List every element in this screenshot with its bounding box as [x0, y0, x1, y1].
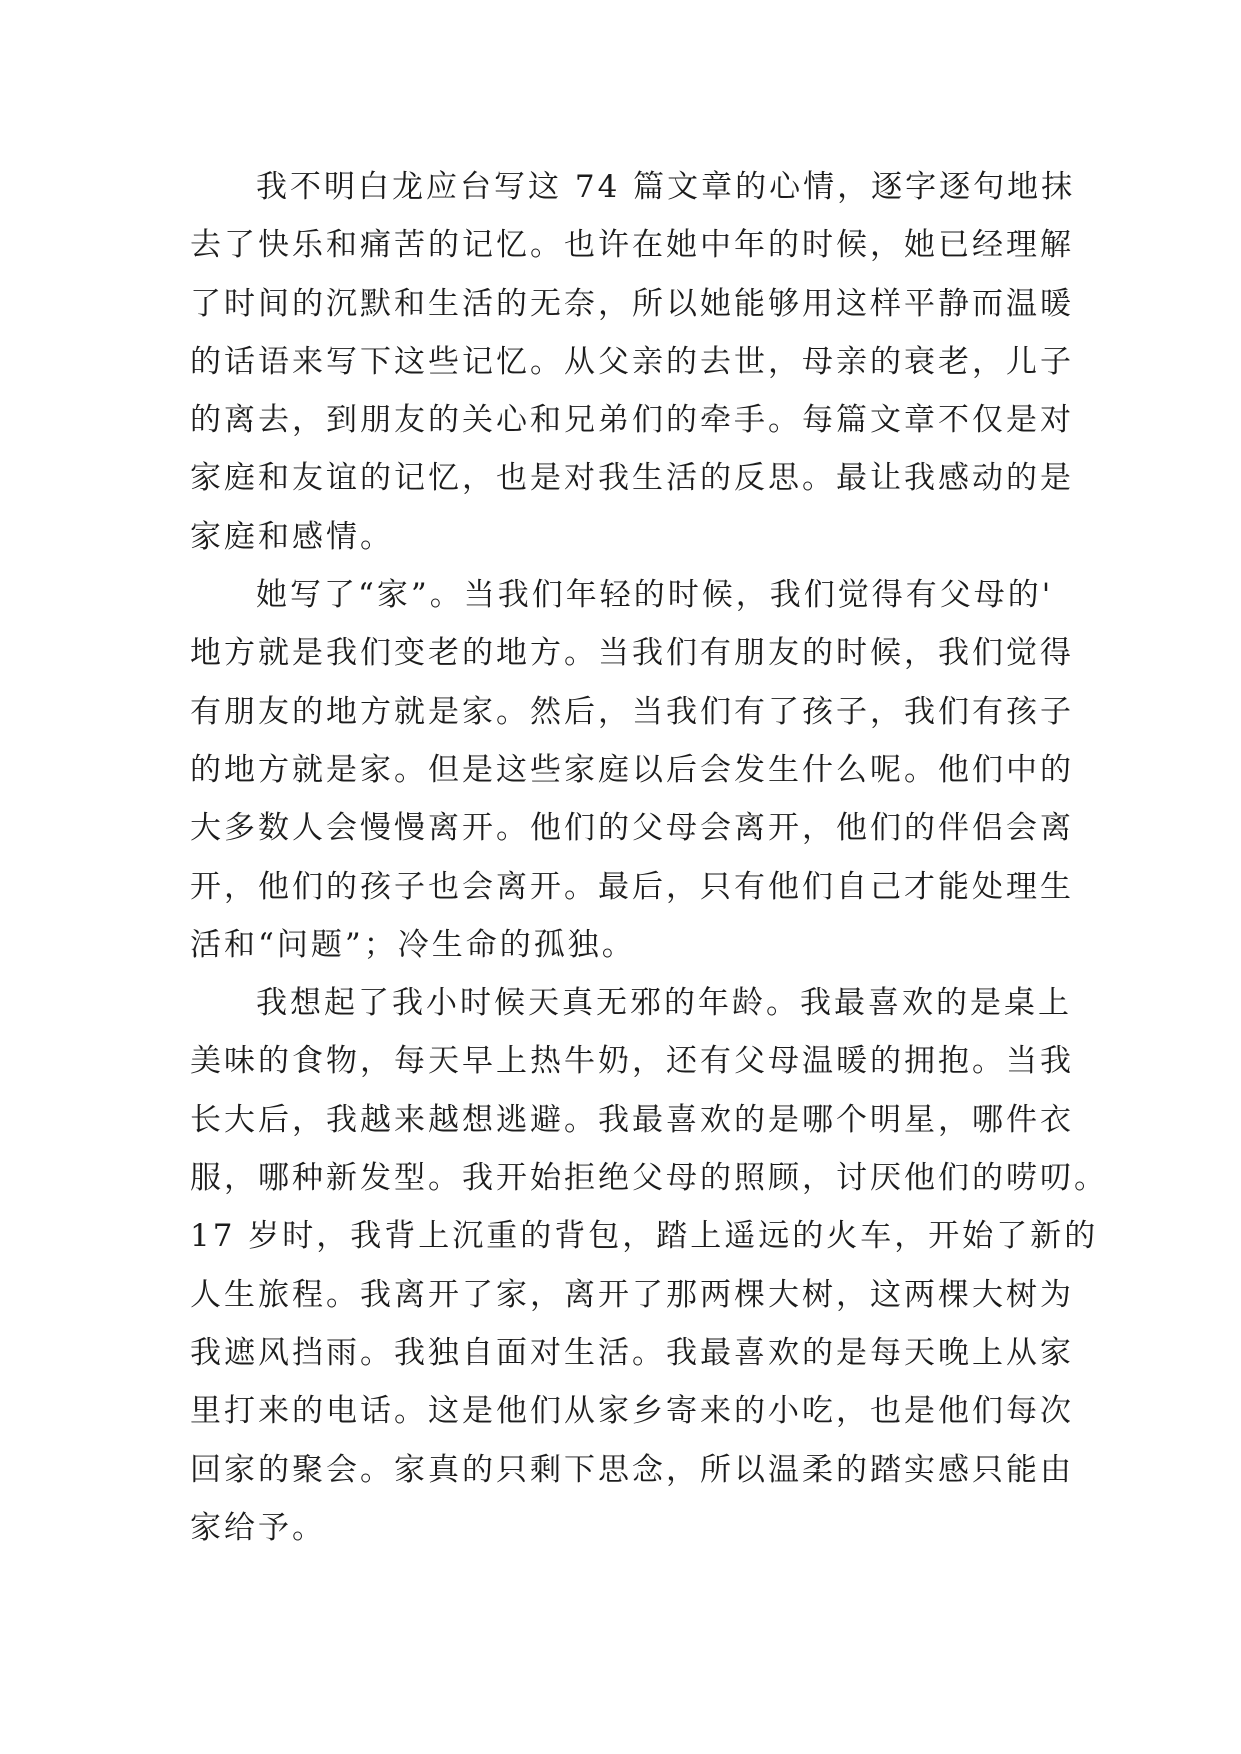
text-line: 她写了“家”。当我们年轻的时候，我们觉得有父母的' — [256, 577, 1054, 614]
text-line: 的话语来写下这些记忆。从父亲的去世，母亲的衰老，儿子 — [190, 343, 1074, 380]
body-text — [190, 158, 1108, 1557]
text-line: 17 岁时，我背上沉重的背包，踏上遥远的火车，开始了新的 — [190, 1218, 1099, 1255]
text-line: 去了快乐和痛苦的记忆。也许在她中年的时候，她已经理解 — [190, 227, 1074, 264]
text-line: 活和“问题”；冷生命的孤独。 — [190, 926, 636, 963]
text-line: 长大后，我越来越想逃避。我最喜欢的是哪个明星，哪件衣 — [190, 1101, 1074, 1138]
text-line: 人生旅程。我离开了家，离开了那两棵大树，这两棵大树为 — [190, 1276, 1074, 1313]
text-line: 家给予。 — [190, 1509, 326, 1546]
text-line: 有朋友的地方就是家。然后，当我们有了孩子，我们有孩子 — [190, 693, 1074, 730]
text-line: 服，哪种新发型。我开始拒绝父母的照顾，讨厌他们的唠叨。 — [190, 1160, 1108, 1197]
text-line: 的离去，到朋友的关心和兄弟们的牵手。每篇文章不仅是对 — [190, 402, 1074, 439]
text-line: 家庭和感情。 — [190, 518, 394, 555]
text-line: 我不明白龙应台写这 74 篇文章的心情，逐字逐句地抹 — [256, 169, 1076, 205]
text-line: 的地方就是家。但是这些家庭以后会发生什么呢。他们中的 — [190, 751, 1074, 788]
text-line: 美味的食物，每天早上热牛奶，还有父母温暖的拥抱。当我 — [190, 1043, 1074, 1080]
text-line: 了时间的沉默和生活的无奈，所以她能够用这样平静而温暖 — [190, 285, 1074, 322]
paragraph-1 — [190, 158, 1076, 566]
paragraph-3 — [190, 974, 1108, 1557]
text-line: 我想起了我小时候天真无邪的年龄。我最喜欢的是桌上 — [256, 985, 1072, 1022]
text-line: 家庭和友谊的记忆，也是对我生活的反思。最让我感动的是 — [190, 460, 1074, 497]
text-line: 大多数人会慢慢离开。他们的父母会离开，他们的伴侣会离 — [190, 810, 1074, 847]
text-line: 地方就是我们变老的地方。当我们有朋友的时候，我们觉得 — [190, 635, 1074, 672]
text-line: 我遮风挡雨。我独自面对生活。我最喜欢的是每天晚上从家 — [190, 1334, 1074, 1371]
text-line: 开，他们的孩子也会离开。最后，只有他们自己才能处理生 — [190, 868, 1074, 905]
text-line: 里打来的电话。这是他们从家乡寄来的小吃，也是他们每次 — [190, 1393, 1074, 1430]
paragraph-2 — [190, 566, 1074, 974]
text-line: 回家的聚会。家真的只剩下思念，所以温柔的踏实感只能由 — [190, 1451, 1074, 1488]
